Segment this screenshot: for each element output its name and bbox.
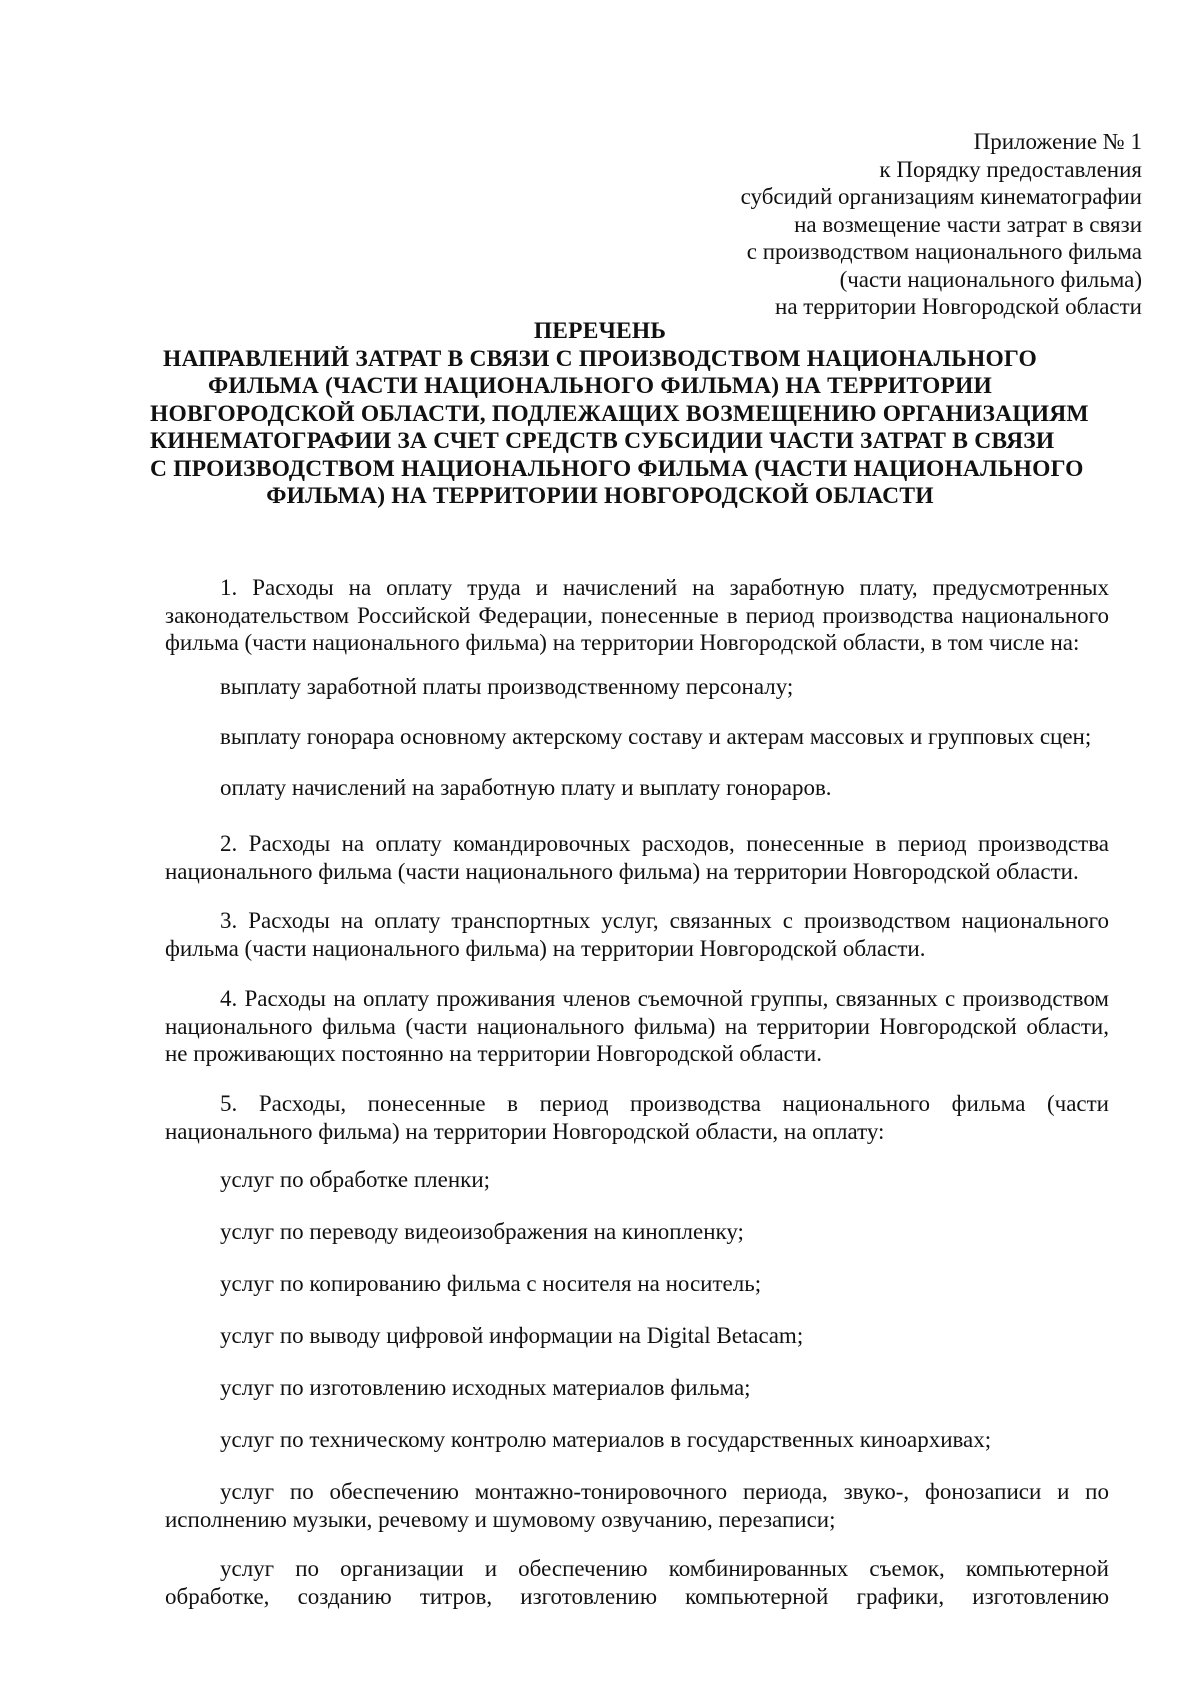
appendix-header [741, 128, 1142, 321]
paragraph-line: услуг по организации и обеспечению комбинированных съемок, компьютерной [220, 1556, 1109, 1581]
title-line: КИНЕМАТОГРАФИИ ЗА СЧЕТ СРЕДСТВ СУБСИДИИ ЧАСТИ ЗАТРАТ В СВЯЗИ [150, 428, 1055, 454]
list-item [165, 1218, 1109, 1246]
appendix-line: (части национального фильма) [839, 266, 1142, 292]
paragraph-4 [165, 985, 1109, 1068]
paragraph-3 [165, 907, 1109, 962]
document-title [150, 318, 1089, 511]
paragraph-line: законодательством Российской Федерации, понесенные в период производства национального [165, 602, 1109, 628]
list-item [165, 673, 1109, 701]
paragraph-line: 4. Расходы на оплату проживания членов съемочной группы, связанных с производством [220, 986, 1109, 1011]
list-item-text: услуг по техническому контролю материалов в государственных киноархивах; [220, 1427, 992, 1452]
list-item [165, 1270, 1109, 1298]
appendix-line: Приложение № 1 [973, 129, 1142, 154]
appendix-line: на возмещение части затрат в связи [794, 211, 1142, 237]
list-item-text: выплату гонорара основному актерскому составу и актерам массовых и групповых сцен; [220, 724, 1092, 749]
paragraph-line: исполнению музыки, речевому и шумовому озвучанию, перезаписи; [165, 1506, 836, 1532]
paragraph-line: 2. Расходы на оплату командировочных расходов, понесенные в период производства [220, 831, 1109, 856]
paragraph-2 [165, 830, 1109, 885]
list-item [165, 723, 1109, 751]
paragraph-5 [165, 1090, 1109, 1145]
paragraph-1 [165, 574, 1109, 657]
paragraph-line: фильма (части национального фильма) на территории Новгородской области, в том числе на: [165, 630, 1080, 655]
list-item [165, 1555, 1109, 1610]
title-line: НОВГОРОДСКОЙ ОБЛАСТИ, ПОДЛЕЖАЩИХ ВОЗМЕЩЕНИЮ ОРГАНИЗАЦИЯМ [150, 400, 1089, 427]
list-item-text: услуг по выводу цифровой информации на Digital Betacam; [220, 1323, 804, 1348]
appendix-line: к Порядку предоставления [879, 156, 1142, 182]
title-line: С ПРОИЗВОДСТВОМ НАЦИОНАЛЬНОГО ФИЛЬМА (ЧАСТИ НАЦИОНАЛЬНОГО [150, 455, 1084, 482]
list-item [165, 1374, 1109, 1402]
paragraph-line: фильма (части национального фильма) на территории Новгородской области. [165, 935, 926, 961]
list-item [165, 1478, 1109, 1533]
paragraph-line: национального фильма (части национального фильма) на территории Новгородской области, [165, 1013, 1109, 1039]
paragraph-line: услуг по обеспечению монтажно-тонировочного периода, звуко-, фонозаписи и по [220, 1479, 1109, 1504]
title-line: ФИЛЬМА) НА ТЕРРИТОРИИ НОВГОРОДСКОЙ ОБЛАСТИ [266, 483, 934, 509]
list-item-text: выплату заработной платы производственному персоналу; [220, 674, 794, 699]
list-item [165, 1166, 1109, 1194]
list-item [165, 1426, 1109, 1454]
title-line: НАПРАВЛЕНИЙ ЗАТРАТ В СВЯЗИ С ПРОИЗВОДСТВОМ НАЦИОНАЛЬНОГО [163, 345, 1037, 372]
paragraph-line: 5. Расходы, понесенные в период производства национального фильма (части [220, 1091, 1109, 1116]
paragraph-line: национального фильма (части национального фильма) на территории Новгородской области. [165, 858, 1079, 884]
list-item-text: услуг по переводу видеоизображения на кинопленку; [220, 1219, 744, 1244]
appendix-line: на территории Новгородской области [775, 294, 1142, 319]
list-item [165, 1322, 1109, 1350]
paragraph-line: национального фильма) на территории Новгородской области, на оплату: [165, 1118, 885, 1144]
list-item-text: услуг по копированию фильма с носителя на носитель; [220, 1271, 762, 1296]
list-item-text: услуг по обработке пленки; [220, 1167, 491, 1192]
paragraph-line: не проживающих постоянно на территории Новгородской области. [165, 1041, 822, 1066]
paragraph-line: 1. Расходы на оплату труда и начислений на заработную плату, предусмотренных [220, 575, 1109, 600]
title-line: ФИЛЬМА (ЧАСТИ НАЦИОНАЛЬНОГО ФИЛЬМА) НА ТЕРРИТОРИИ [208, 373, 992, 399]
paragraph-line: 3. Расходы на оплату транспортных услуг, связанных с производством национального [220, 908, 1109, 933]
list-item-text: оплату начислений на заработную плату и выплату гонораров. [220, 775, 832, 800]
list-item-text: услуг по изготовлению исходных материалов фильма; [220, 1375, 751, 1400]
appendix-line: с производством национального фильма [746, 239, 1142, 264]
list-item [165, 774, 1109, 802]
title-line: ПЕРЕЧЕНЬ [533, 318, 667, 344]
paragraph-line: обработке, созданию титров, изготовлению компьютерной графики, изготовлению [165, 1583, 1109, 1609]
appendix-line: субсидий организациям кинематографии [740, 184, 1142, 209]
